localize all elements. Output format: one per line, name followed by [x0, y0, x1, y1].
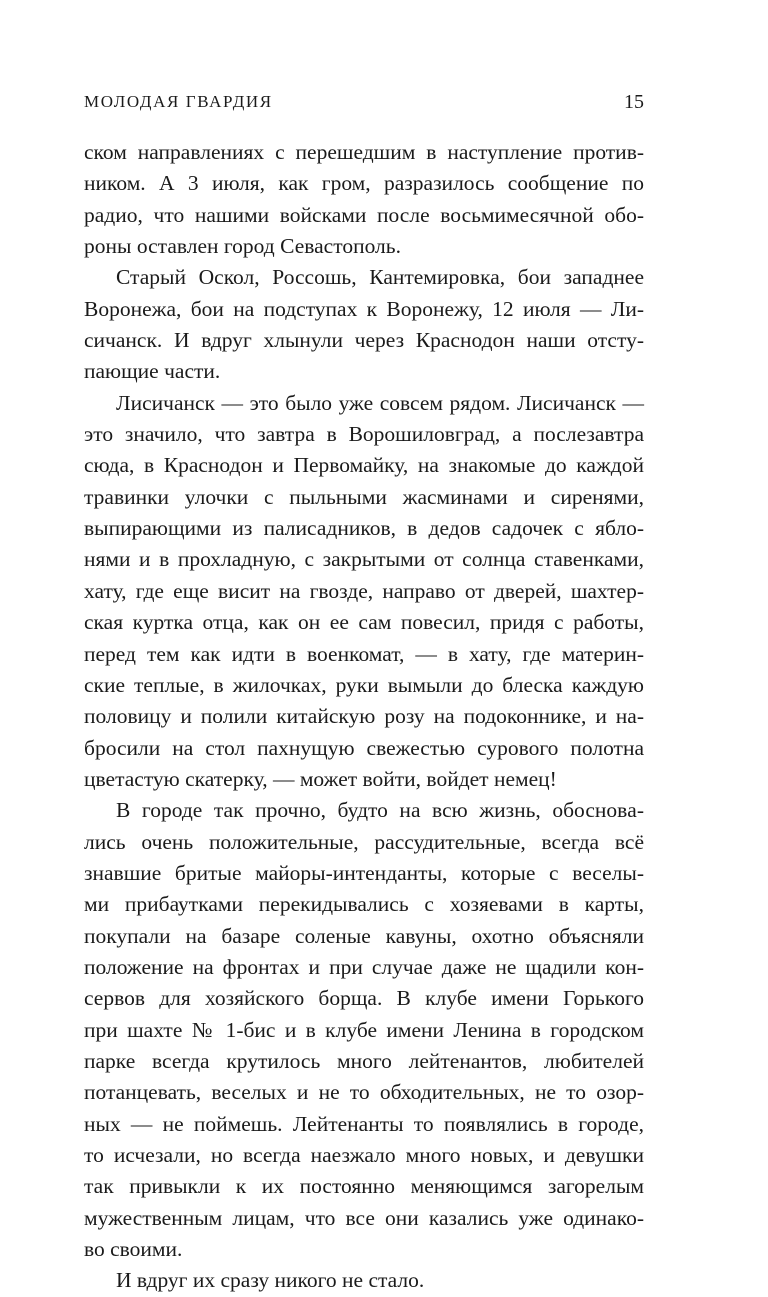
- text-line: пающие части.: [84, 359, 221, 384]
- paragraph-first-line: Лисичанск — это было уже совсем рядом. Лисичанск —: [116, 390, 644, 415]
- text-line: положение на фронтах и при случае даже не щадили кон-: [84, 954, 644, 979]
- text-line: бросили на стол пахнущую свежестью сурового полотна: [84, 735, 644, 760]
- book-title: МОЛОДАЯ ГВАРДИЯ: [84, 92, 273, 111]
- text-line: половицу и полили китайскую розу на подоконнике, и на-: [84, 704, 644, 729]
- text-line: радио, что нашими войсками после восьмимесячной обо-: [84, 202, 644, 227]
- text-line: ником. А 3 июля, как гром, разразилось сообщение по: [84, 171, 644, 196]
- text-line: хату, где еще висит на гвозде, направо от дверей, шахтер-: [84, 578, 644, 603]
- text-line: потанцевать, веселых и не то обходительных, не то озор-: [84, 1080, 644, 1105]
- text-line: знавшие бритые майоры-интенданты, которые с веселы-: [84, 860, 644, 885]
- text-line: ская куртка отца, как он ее сам повесил, придя с работы,: [84, 610, 644, 635]
- text-line: так привыкли к их постоянно меняющимся загорелым: [84, 1174, 644, 1199]
- text-line: цветастую скатерку, — может войти, войдет немец!: [84, 766, 557, 791]
- paragraph-first-line: В городе так прочно, будто на всю жизнь, обосновa-: [116, 798, 644, 823]
- text-line: травинки улочки с пыльными жасминами и сиренями,: [84, 484, 644, 509]
- body-text: [84, 137, 644, 1297]
- text-line: то исчезали, но всегда наезжало много новых, и девушки: [84, 1143, 644, 1167]
- text-line: лись очень положительные, рассудительные, всегда всё: [84, 829, 644, 854]
- text-line: ных — не поймешь. Лейтенанты то появлялись в городе,: [84, 1111, 644, 1136]
- paragraph-first-line: И вдруг их сразу никого не стало.: [116, 1268, 425, 1293]
- text-line: ми прибаутками перекидывались с хозяевами в карты,: [84, 892, 644, 917]
- text-line: выпирающими из палисадников, в дедов садочек с ябло-: [84, 516, 644, 541]
- text-line: парке всегда крутилось много лейтенантов, любителей: [84, 1048, 644, 1073]
- text-line: сервов для хозяйского борща. В клубе имени Горького: [84, 986, 644, 1011]
- text-line: при шахте № 1-бис и в клубе имени Ленина в городском: [84, 1017, 644, 1042]
- text-line: нями и в прохладную, с закрытыми от солнца ставенками,: [84, 547, 644, 572]
- text-line: ском направлениях с перешедшим в наступление против-: [84, 140, 644, 164]
- text-line: мужественным лицам, что все они казались уже одинако-: [84, 1205, 644, 1230]
- text-line: Воронежа, бои на подступах к Воронежу, 12 июля — Ли-: [84, 296, 644, 321]
- page-number: 15: [624, 91, 644, 113]
- paragraph-first-line: Старый Оскол, Россошь, Кантемировка, бои западнее: [116, 265, 644, 290]
- text-line: роны оставлен город Севастополь.: [84, 234, 401, 259]
- text-line: это значило, что завтра в Ворошиловград, а послезавтра: [84, 422, 644, 447]
- text-line: перед тем как идти в военкомат, — в хату, где материн-: [84, 641, 644, 666]
- text-line: ские теплые, в жилочках, руки вымыли до блеска каждую: [84, 672, 644, 697]
- text-line: сюда, в Краснодон и Первомайку, на знакомые до каждой: [84, 453, 644, 478]
- text-line: сичанск. И вдруг хлынули через Краснодон наши отсту-: [84, 328, 644, 353]
- running-head: [84, 89, 644, 115]
- text-line: покупали на базаре соленые кавуны, охотно объясняли: [84, 923, 644, 948]
- text-line: во своими.: [84, 1237, 183, 1262]
